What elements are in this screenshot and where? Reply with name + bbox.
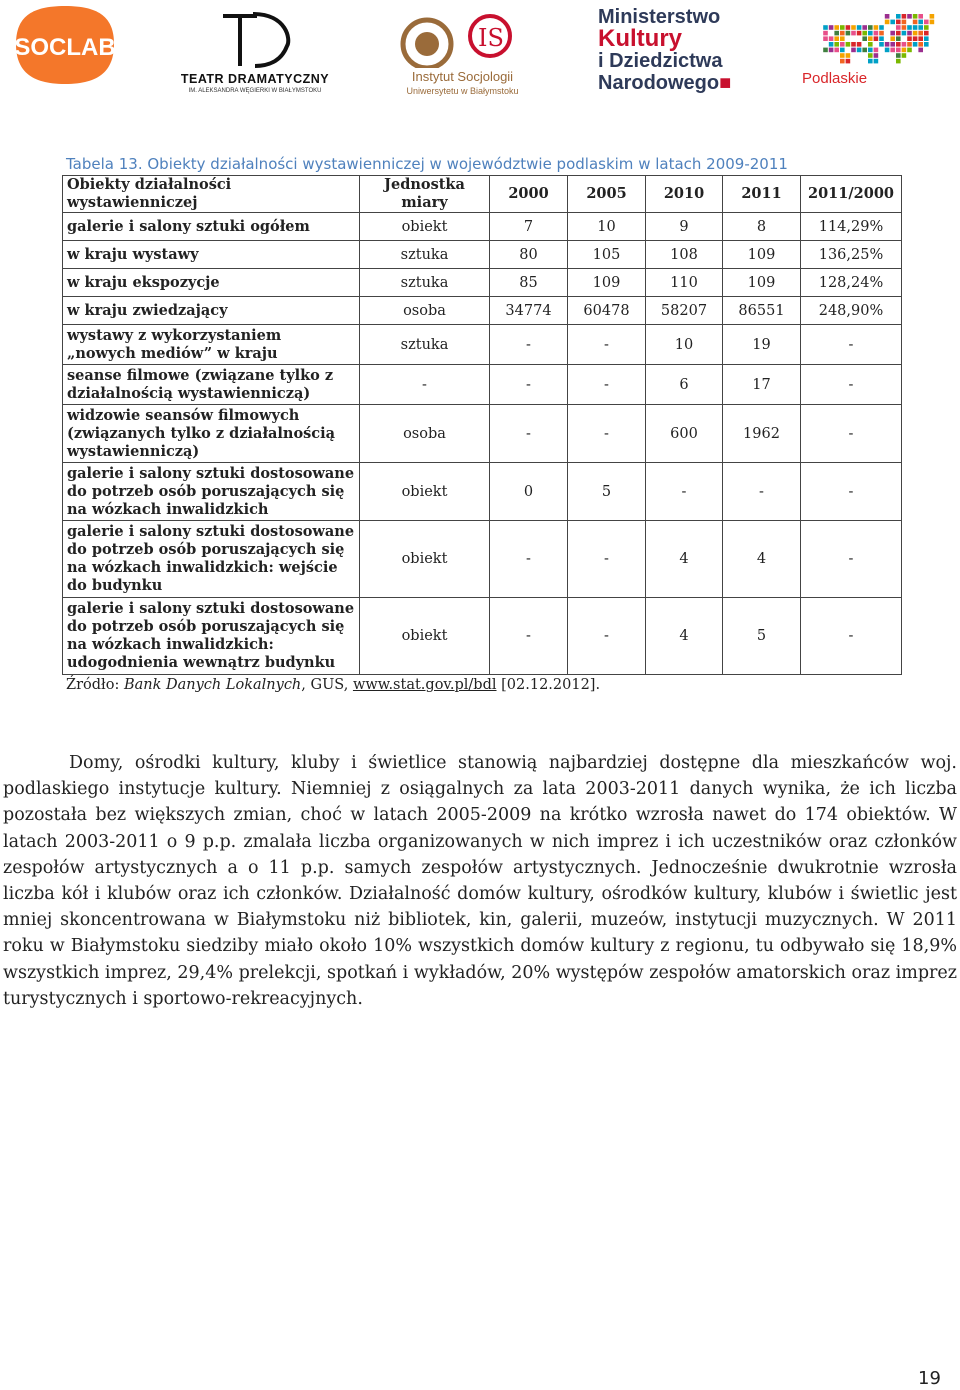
mosaic-tile — [868, 31, 873, 36]
table-cell: - — [568, 598, 646, 675]
soclab-logo-text: SOCLAB — [14, 34, 116, 61]
table-cell: - — [568, 365, 646, 405]
mosaic-tile — [885, 42, 890, 47]
header-cell: Obiekty działalności wystawienniczej — [63, 176, 360, 213]
mosaic-tile — [840, 25, 845, 30]
mosaic-tile — [823, 25, 828, 30]
mosaic-tile — [834, 31, 839, 36]
mosaic-tile — [874, 31, 879, 36]
mosaic-tile — [868, 59, 873, 64]
table-cell: 600 — [646, 405, 723, 463]
mosaic-tile — [851, 31, 856, 36]
mosaic-tile — [907, 25, 912, 30]
header-cell: 2011/2000 — [801, 176, 902, 213]
row-label: galerie i salony sztuki dostosowane do potrzeb osób poruszających się na wózkach inwalidzkich — [63, 463, 360, 521]
table-row — [63, 405, 902, 463]
mosaic-tile — [846, 25, 851, 30]
table-cell: - — [490, 521, 568, 598]
table-cell: - — [646, 463, 723, 521]
table-cell: osoba — [360, 405, 490, 463]
table-row — [63, 521, 902, 598]
mosaic-tile — [902, 25, 907, 30]
table-cell: - — [801, 463, 902, 521]
mosaic-tile — [896, 14, 901, 19]
mosaic-tile — [913, 20, 918, 25]
instytut-subtitle: Uniwersytetu w Białymstoku — [406, 86, 519, 96]
mosaic-tile — [913, 14, 918, 19]
teatr-dramatyczny-logo — [175, 12, 335, 94]
header-cell: 2005 — [568, 176, 646, 213]
table-cell: 105 — [568, 241, 646, 269]
mosaic-tile — [896, 42, 901, 47]
table-row — [63, 241, 902, 269]
mosaic-tile — [834, 48, 839, 53]
table-cell: 109 — [723, 241, 801, 269]
header-cell: 2011 — [723, 176, 801, 213]
table-cell: 5 — [568, 463, 646, 521]
row-label: w kraju wystawy — [63, 241, 360, 269]
mosaic-tile — [918, 42, 923, 47]
mosaic-tile — [924, 25, 929, 30]
mosaic-tile — [879, 36, 884, 41]
mosaic-tile — [823, 31, 828, 36]
mosaic-tile — [857, 31, 862, 36]
podlaskie-name: Podlaskie — [802, 70, 868, 87]
mosaic-tile — [829, 48, 834, 53]
table-cell: sztuka — [360, 325, 490, 365]
mosaic-tile — [918, 25, 923, 30]
table-cell: 4 — [646, 598, 723, 675]
table-cell: sztuka — [360, 269, 490, 297]
mosaic-tile — [874, 53, 879, 58]
mosaic-tile — [902, 53, 907, 58]
mosaic-tile — [840, 36, 845, 41]
svg-text:IS: IS — [478, 24, 504, 52]
table-cell: obiekt — [360, 598, 490, 675]
mosaic-tile — [823, 48, 828, 53]
row-label: galerie i salony sztuki dostosowane do potrzeb osób poruszających się na wózkach inwalidzkich: udogodnienia wewnątrz budynku — [63, 598, 360, 675]
table-cell: 9 — [646, 213, 723, 241]
row-label: widzowie seansów filmowych (związanych tylko z działalnością wystawienniczą) — [63, 405, 360, 463]
table-cell: 17 — [723, 365, 801, 405]
ministerstwo-logo: Ministerstwo Kultury i Dziedzictwa Narodowego■ — [598, 6, 758, 96]
table-cell: 86551 — [723, 297, 801, 325]
header-cell: Jednostka miary — [360, 176, 490, 213]
podlaskie-logo — [802, 12, 942, 92]
mosaic-tile — [829, 36, 834, 41]
mosaic-tile — [902, 31, 907, 36]
row-label: galerie i salony sztuki ogółem — [63, 213, 360, 241]
teatr-subtitle: IM. ALEKSANDRA WĘGIERKI W BIAŁYMSTOKU — [188, 88, 322, 94]
mosaic-tile — [862, 31, 867, 36]
mosaic-tile — [874, 59, 879, 64]
instytut-socjologii-logo — [400, 14, 525, 98]
table-cell: 80 — [490, 241, 568, 269]
bison-mosaic-icon — [802, 12, 942, 72]
mosaic-tile — [862, 48, 867, 53]
mosaic-tile — [890, 31, 895, 36]
mosaic-tile — [918, 14, 923, 19]
mosaic-tile — [896, 53, 901, 58]
mosaic-tile — [907, 14, 912, 19]
table-header-row — [63, 176, 902, 213]
mosaic-tile — [846, 59, 851, 64]
mosaic-tile — [924, 31, 929, 36]
row-label: wystawy z wykorzystaniem „nowych mediów” w kraju — [63, 325, 360, 365]
mosaic-tile — [857, 48, 862, 53]
table-row — [63, 365, 902, 405]
mosaic-tile — [840, 53, 845, 58]
table-cell: obiekt — [360, 521, 490, 598]
ministerstwo-line-3: i Dziedzictwa — [598, 50, 723, 72]
mosaic-tile — [902, 48, 907, 53]
mosaic-tile — [868, 42, 873, 47]
mosaic-tile — [879, 31, 884, 36]
mosaic-tile — [823, 36, 828, 41]
table-cell: - — [490, 325, 568, 365]
table-cell: - — [801, 325, 902, 365]
table-cell: 19 — [723, 325, 801, 365]
mosaic-tile — [913, 42, 918, 47]
mosaic-tile — [846, 31, 851, 36]
mosaic-tile — [924, 42, 929, 47]
mosaic-tile — [896, 36, 901, 41]
table-cell: - — [801, 365, 902, 405]
table-cell: 10 — [568, 213, 646, 241]
table-cell: 8 — [723, 213, 801, 241]
table-caption: Tabela 13. Obiekty działalności wystawienniczej w województwie podlaskim w latach 2009-2011 — [66, 155, 788, 173]
mosaic-tile — [851, 25, 856, 30]
mosaic-tile — [829, 25, 834, 30]
table-cell: obiekt — [360, 213, 490, 241]
mosaic-tile — [885, 14, 890, 19]
teatr-name: TEATR DRAMATYCZNY — [180, 72, 330, 86]
mosaic-tile — [896, 20, 901, 25]
mosaic-tile — [890, 48, 895, 53]
mosaic-tile — [868, 25, 873, 30]
table-cell: 114,29% — [801, 213, 902, 241]
mosaic-tile — [862, 36, 867, 41]
mosaic-tile — [924, 36, 929, 41]
mosaic-tile — [840, 59, 845, 64]
source-middle: , GUS, — [301, 677, 353, 693]
table-cell: 85 — [490, 269, 568, 297]
ministerstwo-line-4: Narodowego — [598, 72, 720, 94]
mosaic-tile — [885, 20, 890, 25]
table-cell: 7 — [490, 213, 568, 241]
mosaic-tile — [834, 42, 839, 47]
table-row — [63, 297, 902, 325]
table-cell: 248,90% — [801, 297, 902, 325]
instytut-name: Instytut Socjologii — [411, 69, 514, 84]
mosaic-tile — [907, 36, 912, 41]
table-cell: obiekt — [360, 463, 490, 521]
table-cell: - — [490, 405, 568, 463]
table-cell: - — [360, 365, 490, 405]
table-cell: - — [801, 405, 902, 463]
table-row — [63, 269, 902, 297]
mosaic-tile — [846, 42, 851, 47]
mosaic-tile — [913, 31, 918, 36]
mosaic-tile — [896, 31, 901, 36]
table-cell: - — [490, 598, 568, 675]
mosaic-tile — [918, 48, 923, 53]
table-row — [63, 213, 902, 241]
page-number: 19 — [918, 1368, 941, 1389]
table-cell: 6 — [646, 365, 723, 405]
mosaic-tile — [885, 48, 890, 53]
mosaic-tile — [879, 42, 884, 47]
ministerstwo-line-2: Kultury — [598, 25, 682, 52]
table-row — [63, 325, 902, 365]
mosaic-tile — [834, 25, 839, 30]
table-cell: sztuka — [360, 241, 490, 269]
table-cell: 60478 — [568, 297, 646, 325]
table-cell: 108 — [646, 241, 723, 269]
mosaic-tile — [918, 36, 923, 41]
table-cell: 109 — [568, 269, 646, 297]
table-cell: 110 — [646, 269, 723, 297]
mosaic-tile — [874, 25, 879, 30]
table-cell: 1962 — [723, 405, 801, 463]
body-paragraph: Domy, ośrodki kultury, kluby i świetlice stanowią najbardziej dostępne dla mieszkańców woj. podlaskiego instytucje kultury. Niemniej z osiągalnych za lata 2003-2011 danych wynika, że ich liczba pozostała bez większych zmian, choć w latach 2005-2009 na krótko wzrosła nawet do 174 obiektów. W latach 2003-2011 o 9 p.p. zmalała liczba organizowanych w nich imprez i ich uczestników oraz członków zespołów artystycznych a o 11 p.p. samych zespołów artystycznych. Jednocześnie dwukrotnie wzrosła liczba kół i klubów oraz ich członków. Działalność domów kultury, ośrodków kultury, klubów i świetlic jest mniej skoncentrowana w Białymstoku niż bibliotek, kin, galerii, muzeów, instytucji muzycznych. W 2011 roku w Białymstoku siedziby miało około 10% wszystkich domów kultury z regionu, tu odbywało się 18,9% wszystkich imprez, 29,4% prelekcji, spotkań i wykładów, 20% występów zespołów amatorskich oraz imprez turystycznych i sportowo-rekreacyjnych. — [3, 753, 957, 1009]
table-cell: - — [568, 405, 646, 463]
mosaic-tile — [851, 42, 856, 47]
table-cell: - — [801, 598, 902, 675]
mosaic-tile — [890, 36, 895, 41]
table-cell: 136,25% — [801, 241, 902, 269]
teatr-mark-icon — [175, 12, 335, 72]
mosaic-tile — [868, 48, 873, 53]
mosaic-tile — [879, 25, 884, 30]
mosaic-tile — [874, 48, 879, 53]
mosaic-tile — [846, 53, 851, 58]
mosaic-tile — [930, 14, 935, 19]
table-cell: 4 — [723, 521, 801, 598]
mosaic-tile — [840, 31, 845, 36]
mosaic-tile — [902, 42, 907, 47]
mosaic-tile — [918, 20, 923, 25]
header-cell: 2000 — [490, 176, 568, 213]
row-label: w kraju ekspozycje — [63, 269, 360, 297]
mosaic-tile — [857, 42, 862, 47]
table-cell: - — [568, 325, 646, 365]
data-table — [62, 175, 902, 675]
header-logos — [0, 0, 960, 110]
table-row — [63, 463, 902, 521]
mosaic-tile — [840, 48, 845, 53]
table-cell: 128,24% — [801, 269, 902, 297]
table-cell: - — [723, 463, 801, 521]
mosaic-tile — [868, 36, 873, 41]
instytut-mark-icon — [400, 14, 525, 68]
mosaic-tile — [851, 48, 856, 53]
table-source — [66, 677, 600, 693]
row-label: w kraju zwiedzający — [63, 297, 360, 325]
table-cell: 34774 — [490, 297, 568, 325]
mosaic-tile — [896, 48, 901, 53]
mosaic-tile — [913, 36, 918, 41]
mosaic-tile — [890, 20, 895, 25]
mosaic-tile — [907, 42, 912, 47]
mosaic-tile — [868, 53, 873, 58]
mosaic-tile — [862, 25, 867, 30]
source-link[interactable]: www.stat.gov.pl/bdl — [352, 677, 497, 693]
mosaic-tile — [907, 31, 912, 36]
table-cell: - — [490, 365, 568, 405]
row-label: seanse filmowe (związane tylko z działalnością wystawienniczą) — [63, 365, 360, 405]
ministerstwo-line-1: Ministerstwo — [598, 6, 721, 28]
mosaic-tile — [913, 25, 918, 30]
mosaic-tile — [896, 25, 901, 30]
table-cell: - — [801, 521, 902, 598]
mosaic-tile — [902, 14, 907, 19]
header-cell: 2010 — [646, 176, 723, 213]
table-cell: 5 — [723, 598, 801, 675]
row-label: galerie i salony sztuki dostosowane do potrzeb osób poruszających się na wózkach inwalidzkich: wejście do budynku — [63, 521, 360, 598]
mosaic-tile — [840, 42, 845, 47]
mosaic-tile — [874, 36, 879, 41]
table-cell: - — [568, 521, 646, 598]
mosaic-tile — [834, 36, 839, 41]
table-cell: 0 — [490, 463, 568, 521]
table-cell: 4 — [646, 521, 723, 598]
soclab-logo — [14, 4, 116, 88]
table-cell: 58207 — [646, 297, 723, 325]
source-database: Bank Danych Lokalnych — [123, 677, 302, 693]
source-prefix: Źródło: — [66, 677, 124, 693]
table-cell: 109 — [723, 269, 801, 297]
mosaic-tile — [918, 31, 923, 36]
mosaic-tile — [902, 20, 907, 25]
mosaic-tile — [924, 20, 929, 25]
table-cell: osoba — [360, 297, 490, 325]
table-row — [63, 598, 902, 675]
mosaic-tile — [896, 59, 901, 64]
mosaic-tile — [930, 20, 935, 25]
mosaic-tile — [857, 25, 862, 30]
mosaic-tile — [907, 48, 912, 53]
mosaic-tile — [890, 42, 895, 47]
mosaic-tile — [829, 42, 834, 47]
source-suffix: [02.12.2012]. — [496, 677, 601, 693]
body-text — [3, 750, 957, 1012]
table-cell: 10 — [646, 325, 723, 365]
